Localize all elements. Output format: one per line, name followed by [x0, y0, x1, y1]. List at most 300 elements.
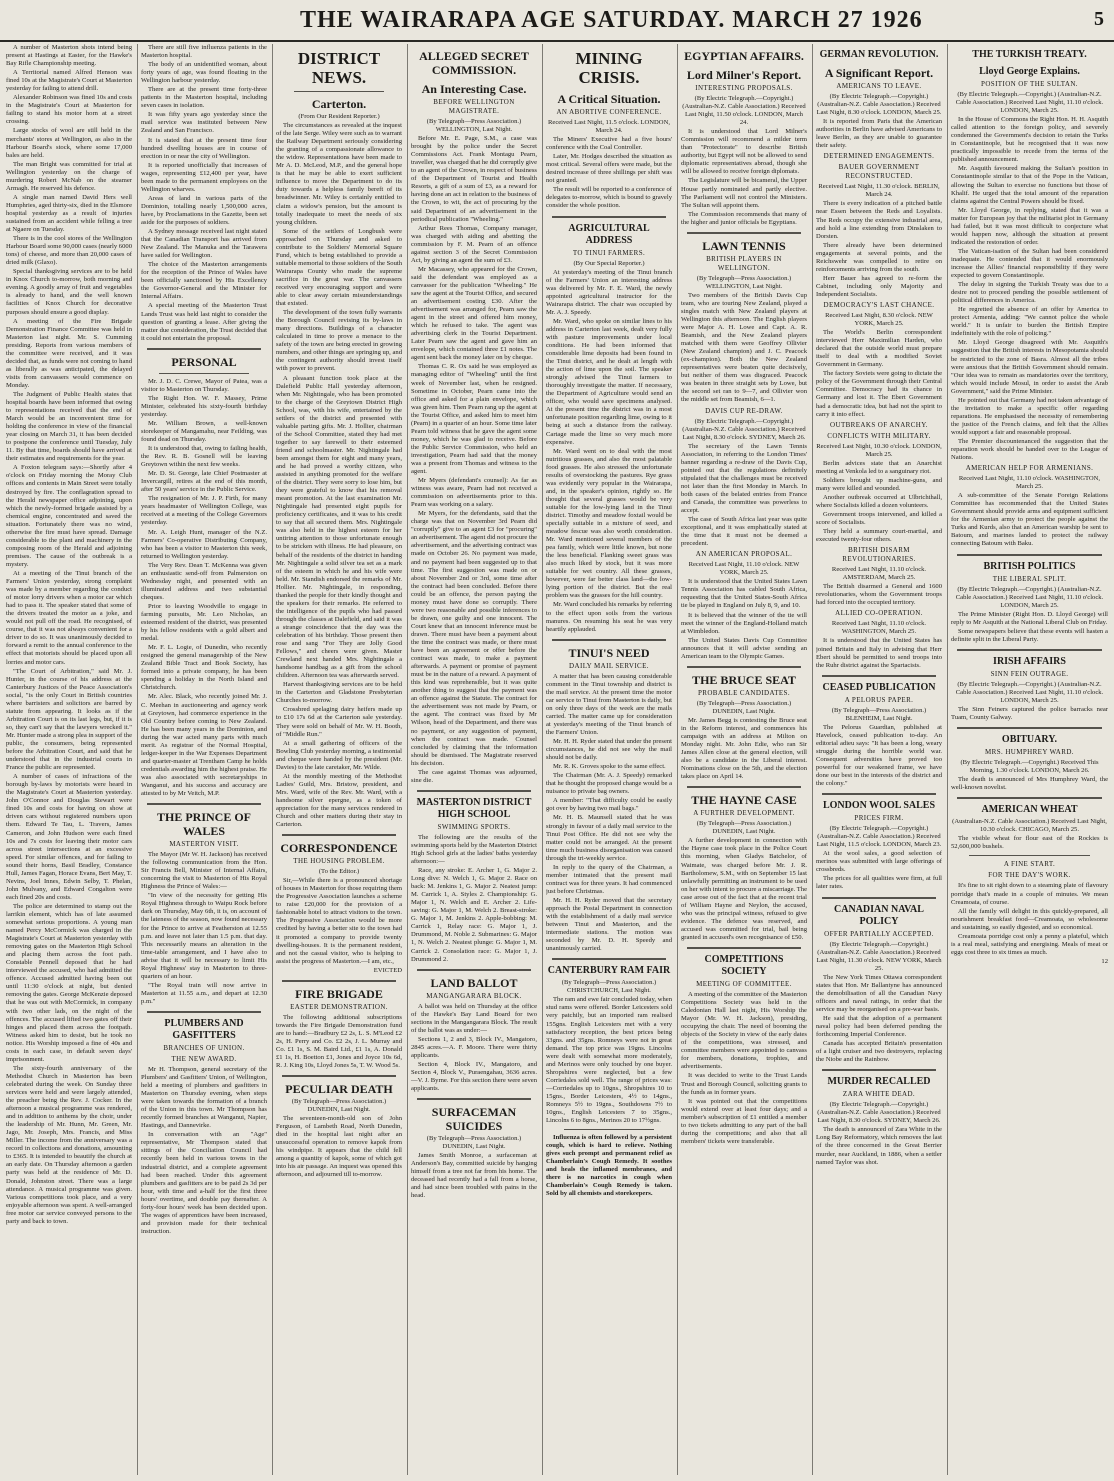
naval-policy-subheading: OFFER PARTIALLY ACCEPTED.	[824, 929, 934, 938]
ram-fair-heading: CANTERBURY RAM FAIR	[547, 965, 671, 977]
paragraph: Soldiers brought up machine-guns, and many were killed and wounded.	[816, 476, 942, 492]
column-rule	[677, 44, 678, 1475]
paragraph: Mr. Asquith favoured making the Sultan's position in Constantinople similar to that of the Pope in the Vatican, allowing the Sultan to exercise no functions but those of Khalif. He urged that the total amount of the reparation claims against the Central Powers should be fixed.	[951, 165, 1108, 205]
paragraph: All the family will delight in this quickly-prepared, all nourishment breakfast food—Creamoata, so wholesome and sustaining, so easily digested, and so economical.	[951, 907, 1108, 931]
paragraph: Mr. Ward concluded his remarks by referring to the effect upon soils from the various manures. On resuming his seat he was very heartily applauded.	[546, 601, 672, 633]
paragraph: Mr H. Thompson, general secretary of the Plumbers' and Gasfitters' Union, of Wellington, held a meeting of plumbers and gasfitters in Masterton on Thursday evening, when steps were taken towards the formation of a branch of the Union in this town. Mr Thompson has recently formed branches at Wanganui, Napier, Hastings, and Dannevirke.	[141, 1065, 267, 1130]
divider	[552, 216, 666, 218]
bruce-seat-subheading: PROBABLE CANDIDATES.	[697, 688, 790, 697]
divider	[147, 348, 261, 350]
plumbers-heading: PLUMBERS AND GASFITTERS	[164, 1017, 244, 1041]
paragraph: Mr Myers, for the defendants, said that the charge was that on November 3rd Pearn did "corruptly" give to an agent £3 for "procuring" an advertisement. The agent did not procure the advertisement, and the advertising contract was made on October 26. No payment was made, and no payment had been suggested up to that time. The first suggestion was made on or about November 2nd or 3rd, some time after the contract had been concluded. Before there could be an offence, the person paying the money must have done so corruptly. There were two reasonable and possible inferences to be drawn, one guilty and one innocent. The Court knew that an innocent inference must be drawn. There must have been a payment about the time the contract was made, or there must have been an agreement or offer before the contract was made, to make a payment afterwards. A payment or promise of payment must be in the nature of a reward. A payment of this kind was reprehensible, but it was quite another thing to suggest that the payment was an offence against the Statute. The contract for the advertisement was not made by Pearn, or the agent. The contract was fixed by Mr Wilson, head of the Department, and there was no payment, or any suggestion of payment, when the contract was made. Counsel concluded by claiming that the information should be dismissed. The Magistrate reserved his decision.	[411, 510, 537, 767]
anarchy-subheading: CONFLICTS WITH MILITARY.	[827, 431, 931, 440]
paragraph: Large stocks of wool are still held in the merchants' stores at Wellington, as also in the Harbour Board's stock, where some 17,000 bales are held.	[6, 127, 132, 159]
divider	[564, 1129, 654, 1130]
armenians-heading: AMERICAN HELP FOR ARMENIANS.	[965, 464, 1094, 473]
column-rule	[542, 44, 543, 1475]
reporter-credit: (From Our Resident Reporter.)	[298, 113, 380, 120]
paragraph: A meeting of the committee of the Masterton Competitions Society was held in the Caledonian Hall last night, His Worship the Mayor (Mr. W. H. Jackson), presiding, occupying the chair. The need of booming the objects of the Society in view of the early dates of the competitions, was stressed, and committee members were appointed to canvass for members, donations, trophies, and advertisements.	[681, 990, 807, 1071]
irish-affairs-heading: IRISH AFFAIRS	[993, 655, 1066, 667]
wool-sales-heading: LONDON WOOL SALES	[822, 800, 936, 812]
paragraph: The resignation of Mr. J. P. Firth, for many years headmaster of Wellington College, was received at a meeting of the College Governors yesterday.	[141, 495, 267, 527]
peculiar-death-paragraphs	[276, 1115, 402, 1179]
fine-start-subheading: FOR THE DAY'S WORK.	[988, 871, 1071, 880]
allied-heading: ALLIED CO-OPERATION.	[835, 609, 923, 618]
divider	[159, 373, 249, 374]
paragraph: Another outbreak occurred at Ulbrichthall, where Socialists killed a dozen volunteers.	[816, 493, 942, 509]
divider	[687, 947, 801, 949]
divider	[687, 786, 801, 788]
divider	[822, 793, 936, 795]
column-7	[816, 44, 942, 1475]
paragraph: A Territorial named Alfred Henson was fined 10s at the Magistrate's Court at Masterton yesterday for failing to attend drill.	[6, 69, 132, 93]
hayne-case-paragraphs	[681, 837, 807, 942]
paragraph: There is in the cool stores of the Wellington Harbour Board some 90,000 cases (nearly 6000 tons) of cheese, and more than 20,000 cases of dried milk (Glaxo).	[6, 235, 132, 267]
paragraph: Mr. A. Leigh Hunt, manager of the N.Z. Farmers' Co-operative Distributing Company, who has been a visitor to Masterton this week, returned to Wellington yesterday.	[141, 528, 267, 560]
paragraph: The circumstances as revealed at the inquest of the late Serge. Wiley were such as to warrant the Railway Department seriously considering the granting of a compassionate allowance to the widow. Representations have been made to Mr A. D. McLeod, M.P., and the general hope is that he may be able to exert sufficient influence to move the Department to do its duty towards a helpless family bereft of its breadwinner. Mr. Wiley is certainly entitled to claim a widow's pension, but the amount is totally inadequate to meet the needs of six young children.	[276, 122, 402, 226]
paragraph: The Very Rev. Dean T. McKenna was given an enthusiastic send-off from Palmerston on Wednesday night, and presented with an illuminated address and two substantial cheques.	[141, 561, 267, 601]
paragraph: Mr. Ward, who spoke on similar lines to his address in Carterton last week, dealt very fully with pasture improvements under local conditions. He had been informed that considerable lime deposits had been found in the Tinui district, and he dealt at length with the action of lime upon the soil. The speaker strongly advised the Tinui farmers to thoroughly investigate the matter. If necessary, the Department of Agriculture would send an officer, who would save specimens analysed. At the present time the district was in a most unfortunate position regarding lime, owing to it being at such a distance from the railway. Cartage made the lime so very much more expensive.	[546, 317, 672, 446]
obituary-heading: OBITUARY.	[1001, 734, 1058, 746]
paragraph: Mr. J. D. C. Crewe, Mayor of Patea, was a visitor to Masterton on Thursday.	[141, 377, 267, 393]
paragraph: Mr. R. K. Groves spoke to the same effect.	[553, 763, 666, 771]
democracy-heading: DEMOCRACY'S LAST CHANCE.	[823, 300, 935, 309]
paragraph: There is every indication of a pitched battle near Essen between the Reds and Loyalists. The Reds occupy the extensive industrial area, and hold a line extending from Dinslaken to Dorsten.	[816, 200, 942, 240]
column-4	[411, 44, 537, 1475]
paragraph: There already have been determined engagements at several points, and the Reichswehr was compelled to retire on reinforcements arriving from the south.	[816, 241, 942, 273]
paragraph: It is reported unofficially that increases of wages, representing £12,400 per year, have been made to the permanent employees on the Wellington wharves.	[141, 161, 267, 193]
plumbers-paragraphs	[141, 1066, 267, 1236]
paragraph: Herr Bauer has agreed to re-form the Cabinet, including only Majority and Independent Socialists.	[816, 274, 942, 298]
correspondence-signature: EVICTED	[373, 966, 402, 974]
divider	[957, 554, 1102, 556]
mining-crisis-dateline: Received Last Night, 11.5 o'clock. LONDON, March 24.	[548, 119, 670, 135]
paragraph: It is understood that Lord Milner's Commission will recommend a milder term than "Protectorate" to describe British authority, but Egypt will not be allowed to send diplomatic representatives abroad, though she will be allowed to receive foreign diplomats.	[681, 128, 807, 176]
paragraph: At yesterday's meeting of the Tinui branch of the Farmers' Union an interesting address was delivered by Mr. F. E. Ward, the newly appointed agricultural instructor for the Wairarapa district. The chair was occupied by Mr. A. J. Speedy.	[546, 268, 672, 316]
prince-heading: THE PRINCE OF WALES	[156, 810, 251, 839]
paragraph: "The Court of Arbitration," said Mr. J. Hunter, in the course of his address at the Canterbury Justices of the Peace Association's social, "is the only Court in British countries where barristers and solicitors are barred by statute from appearing. It looks as if the Arbitration Court is on its last legs, but, if it is so, they can't say that the lawyers wrecked it." Mr. Hunter made a strong plea in support of the public, the consumers, being represented before the Arbitration Court, and said that he understood that in the industrial courts in France the public are represented.	[6, 667, 132, 772]
paragraph: At the monthly meeting of the Methodist Ladies' Guild, Mrs. Bristow, president, and Mrs. Ward, wife of the Rev. Mr. Ward, with a handsome silver epergne, as a token of appreciation for the many services rendered in Church and other matters during their stay in Carterton.	[276, 772, 402, 829]
correspondence-subheading: THE HOUSING PROBLEM.	[293, 857, 385, 866]
obituary-subheading: MRS. HUMPHREY WARD.	[985, 748, 1074, 757]
british-politics-subheading: THE LIBERAL SPLIT.	[992, 574, 1067, 583]
paragraph: There are still five influenza patients in the Masterton hospital.	[141, 44, 267, 60]
egyptian-affairs-subheading: Lord Milner's Report.	[686, 68, 802, 82]
paragraph: The following additional subscriptions towards the Fire Brigade Demonstration fund are to hand:—Bradbury £2 2s, L. S. M'Leod £2 2s, H. Perry and Co. £2 2s, J. L. Murray and Co. £1 1s, S. M. Baird Ltd., £1 1s, A. Donald £1 1s, H. Boetton £1, Jones and Joyce 10s 6d, R. J. King 10s, Lloyd Jones 5s, T. W. Wood 5s.	[276, 1013, 402, 1070]
paragraph: Berlin advices state that an Anarchist meeting at Venkola led to a sanguinary riot.	[816, 459, 942, 475]
secret-commission-dateline: (By Telegraph—Press Association.) WELLINGTON, Last Night.	[426, 118, 522, 134]
murder-recalled-paragraphs	[816, 1126, 942, 1166]
ceased-publication-heading: CEASED PUBLICATION	[822, 681, 936, 693]
high-school-paragraphs	[411, 834, 537, 964]
paragraph: The delay in signing the Turkish Treaty was due to a desire not to proceed pending the possible settlement of political differences in America.	[951, 281, 1108, 305]
fire-brigade-paragraphs	[276, 1014, 402, 1070]
paragraph: Alexander Robinson was fined 10s and costs in the Magistrate's Court at Masterton for failing to stand his motor horn at a street crossing.	[6, 94, 132, 126]
mining-crisis-heading: MINING CRISIS.	[575, 49, 643, 87]
german-revolution-dateline: (By Electric Telegraph.—Copyright.) (Australian-N.Z. Cable Association.) Received Last Night, 8.30 o'clock. LONDON, March 25.	[816, 93, 942, 117]
davis-cup-dateline: (By Electric Telegraph.—Copyright.) (Australian-N.Z. Cable Association.) Received Last Night, 8.30 o'clock. SYDNEY, March 26.	[682, 417, 806, 441]
secret-commission-paragraphs	[411, 135, 537, 785]
column-rule	[272, 44, 273, 1475]
cough-remedy-advert: Influenza is often followed by a persistent cough, which is hard to relieve. Nothing gives such prompt and permanent relief as Chamberlain's Cough Remedy. It soothes and heals the inflamed membranes, and there is no narcotics in cough when Chamberlain's Cough Remedy is taken. Sold by all chemists and storekeepers.	[546, 1134, 672, 1198]
paragraph: The prices for all qualities were firm, at full later rates.	[816, 875, 942, 891]
paragraph: James Smith Monroe, a surfaceman at Anderson's Bay, committed suicide by hanging himself from a tree not far from his home. The deceased had recently had a fall from a horse, and had since been troubled with pains in the head.	[411, 1152, 537, 1200]
land-ballot-subheading: MANGANGARARA BLOCK.	[426, 991, 522, 1000]
divider	[417, 1098, 531, 1100]
paragraph: He said that the adoption of a permanent naval policy had been deferred pending the forthcoming Imperial Conference.	[816, 1014, 942, 1039]
paragraph: It is understood that the United States Lawn Tennis Association has cabled South Africa, requesting that the United States-South Africa tie be played in England on July 8, 9, and 10.	[681, 578, 807, 610]
paragraph: The Right Hon. W. F. Massey, Prime Minister, celebrated his sixty-fourth birthday yesterday.	[141, 394, 267, 418]
paragraph: The body of an unidentified woman, about forty years of age, was found floating in the Wellington harbour yesterday.	[141, 61, 267, 85]
secret-commission-subheading: An Interesting Case.	[421, 82, 527, 96]
paragraph: In conversation with an "Age" representative, Mr Thompson stated that sittings of the Conciliation Council had recently been held in various towns in the industrial district, and a complete agreement had been reached. Under this agreement plumbers and gasfitters are to be paid 2s 3d per hour, with time and a-half for the first three hours' overtime, and double pay thereafter. A forty-four hours' week has been decided upon. The wages of apprentices have been increased, and provision made for their technical instruction.	[141, 1131, 267, 1235]
footer-mark: 12	[1101, 957, 1108, 965]
district-news-heading: DISTRICT NEWS.	[297, 49, 381, 87]
paragraph: At a meeting of the Tinui branch of the Farmers' Union yesterday, strong complaint was made by a member regarding the conduct of motor lorry drivers when a motor car which had to pass it. The speaker stated that some of the drivers treated the motor as a joke, and would not pull off the road. He recognised, of course, that it was not always convenient for a driver to do so. It was unanimously decided to forward a remit to the annual conference to the effect that motorists should be placed upon all lorries and motor cars.	[6, 570, 132, 666]
competitions-heading: COMPETITIONS SOCIETY	[704, 953, 784, 977]
personal-heading: PERSONAL	[171, 354, 237, 369]
engagements-paragraphs	[816, 200, 942, 299]
agricultural-address-credit: (By Our Special Reporter.)	[573, 259, 645, 267]
paragraph: The New York Times Ottawa correspondent states that Hon. Mr Ballantyne has announced the demobilisation of all the Canadian Navy officers and naval ratings, in order that the service may be reorganised on a pre-war basis.	[816, 973, 942, 1013]
paragraph: Thomas C. R. Ox said he was employed as managing editor of "Wheeling" until the first week of November last, when he resigned. Sometime in October, Pearn came into the office and asked for a plain envelope, which was given him. Then Pearn rang up the agent at the Tourist Office, and asked him to meet him (Pearn) in a quarter of an hour. Some time later Pearn told witness that he gave the agent some money, which he was glad to receive. Before the Public Service Commission, who held an investigation, Pearn had said that the money was a present from Thomas and witness to the agent.	[411, 363, 537, 476]
column-8	[951, 44, 1108, 1475]
paragraph: The secretary of the Lawn Tennis Association, in referring to the London Times' banner regarding a re-draw of the Davis Cup, pointed out that the regulations definitely stipulated that the challenges must be received not later than the first Monday in March. In both cases of the belated entries from France and Canada, the committee was powerless to accept.	[681, 442, 807, 515]
tinuis-need-subheading: DAILY MAIL SERVICE.	[569, 661, 649, 670]
carterton-heading: Carterton.	[311, 97, 367, 111]
paragraph: The development of the town fully warrants the Borough Council revising its by-laws in many directions. Buildings of a character calculated in time to prove a menace to the safety of the town are being erected in growing numbers, and other things are springing up, and the contingent authority should invest itself with power to prevent.	[276, 309, 402, 373]
paragraph: It is reported from Paris that the American authorities in Berlin have advised Americans to leave Berlin, as they are unable to guarantee their safety.	[816, 118, 942, 150]
anarchy-dateline: Received Last Night, 10.30 o'clock. LONDON, March 25.	[816, 442, 942, 458]
engagements-subheading: BAUER GOVERNMENT RECONSTRUCTED.	[838, 163, 920, 181]
secret-commission-kicker: BEFORE WELLINGTON MAGISTRATE.	[433, 98, 515, 115]
murder-recalled-dateline: (By Electric Telegraph.—Copyright.) (Australian-N.Z. Cable Association.) Received Last Night, 8.30 o'clock. SYDNEY, March 26.	[817, 1101, 941, 1125]
ceased-publication-paragraphs	[816, 724, 942, 788]
democracy-paragraphs	[816, 329, 942, 419]
correspondence-heading: CORRESPONDENCE	[280, 841, 398, 856]
paragraph: The United States Davis Cup Committee announces that it will advise sending an American team to the Olympic Games.	[681, 636, 807, 660]
paragraph: A Sydney message received last night stated that the Canadian Transport has arrived from New Zealand. The Manuka and the Tarawera have sailed for Wellington.	[141, 228, 267, 260]
tinuis-need-heading: TINUI'S NEED	[568, 645, 650, 660]
paragraph: A special meeting of the Masterton Trust Lands Trust was held last night to consider the question of granting a lease. After giving the matter due consideration, the Trust decided that it could not entertain the proposal.	[141, 302, 267, 342]
paragraph: The result will be reported to a conference of delegates to-morrow, which is bound to gravely consider the whole position.	[546, 186, 672, 210]
german-revolution-kicker: AMERICANS TO LEAVE.	[836, 82, 922, 90]
obituary-dateline: (By Electric Telegraph.—Copyright.) Received This Morning, 1.30 o'clock. LONDON, March 26.	[960, 759, 1099, 775]
disarm-paragraphs	[816, 583, 942, 607]
paragraph: The Commission recommends that many of the higher and junior officials be Egyptians.	[681, 210, 807, 226]
bruce-seat-paragraphs	[681, 717, 807, 781]
american-wheat-paragraphs	[951, 835, 1108, 851]
paragraph: They held a summary court-martial, and executed twenty-four others.	[816, 528, 942, 544]
paragraph: Special thanksgiving services are to be held in Knox Church to-morrow, both morning and evening. A goodly array of fruit and vegetables is already to hand, and the well known facilities of Knox Church for decorative purposes should ensure a good display.	[6, 268, 132, 316]
paragraph: Mr. F. L. Logie, of Dunedin, who recently resigned the general managership of the New Zealand Bible Tract and Book Society, has formed into a private company, he has been spending a holiday in the North Island and Christchurch.	[141, 644, 267, 692]
murder-recalled-heading: MURDER RECALLED	[827, 1076, 931, 1088]
irish-affairs-paragraphs	[951, 706, 1108, 722]
paragraph: The man Bright was committed for trial at Wellington yesterday on the charge of murdering Robert McNab on the steamer Armagh. He reserved his defence.	[6, 160, 132, 192]
divider	[822, 897, 936, 899]
column-3	[276, 44, 402, 1475]
paragraph: "In view of the necessity for getting His Royal Highness through to Waipu Rock before dark on Thursday, May 6th, it is, on account of the lateness of the season, now found necessary for the Prince to arrive at Featherston at 12.55 p.m. and leave not later than 1.5 p.m. that day. This necessarily means an alteration in the time-table arrangement, and I have also to advise that it will be necessary to limit His Royal Highness' stay in Masterton to three-quarters of an hour.	[141, 892, 267, 980]
divider	[147, 1011, 261, 1013]
egyptian-affairs-kicker: INTERESTING PROPOSALS.	[695, 84, 793, 92]
davis-cup-heading: DAVIS CUP RE-DRAW.	[705, 406, 783, 415]
paragraph: The seventeen-month-old son of John Ferguson, of Lambeth Road, North Dunedin, died in the hospital last night after an unsuccessful operation to remove kapok from his windpipe. It appears that the child fell among a quantity of kapok, some of which got into his air passage. An inquest was opened this afternoon, and adjourned till to-morrow.	[276, 1115, 402, 1179]
column-5	[546, 44, 672, 1475]
german-revolution-heading: GERMAN REVOLUTION.	[819, 49, 939, 60]
paragraph: Areas of land in various parts of the Dominion, totalling nearly 1,500,000 acres, have, by Proclamations in the Gazette, been set aside for the purposes of soldiers.	[141, 194, 267, 226]
agricultural-address-subheading: TO TINUI FARMERS.	[572, 248, 646, 257]
land-ballot-paragraphs	[411, 1003, 537, 1094]
turkish-treaty-paragraphs	[951, 116, 1108, 462]
divider	[552, 958, 666, 960]
turkish-treaty-dateline: (By Electric Telegraph.—Copyright.) (Australian-N.Z. Cable Association.) Received Last Night, 11.10 o'clock. LONDON, March 25.	[955, 91, 1104, 115]
paragraph: It's fine to sit right down to a steaming plate of flavoury porridge that's made in a couple of minutes. We mean Creamoata, of course.	[951, 882, 1108, 906]
paragraph: Canada has accepted Britain's presentation of a light cruiser and two destroyers, replacing the Niobe and the Rainbow.	[816, 1040, 942, 1064]
paragraph: The factory Soviets were going to dictate the policy of the Government through their Central Committee. Democracy had its chance in Germany and lost it. The Ebert Government had a democratic idea, but had not the spirit to carry it into effect.	[816, 370, 942, 418]
paragraph: The Judgment of Public Health states that hospital boards have been informed that owing to representations received that the end of March would be an inconvenient time for holding the conference in view of the financial year closing on March 31, it has been decided to postpone the conference until Tuesday, July 11. By that time, boards should have arrived at their estimates and requirements for the year.	[6, 390, 132, 463]
hayne-case-heading: THE HAYNE CASE	[691, 793, 797, 808]
paragraph: The police are determined to stamp out the larrikin element, which has of late assumed somewhat serious proportions. A young man named Percy McCormick was charged in the Magistrate's Court at Masterton yesterday with removing gates on the Masterton High School and placing them across the foot path. Constable Pennell deposed that he had interviewed the accused, who had admitted the offence. Accused admitted having been out until 11:30 o'clock at night, but denied removing the gates. George McKenzie deposed that he was out with McCormick, in company with two other lads, on the night of the offences. The accused lifted two gates off their hinges and placed them across the footpath. Witness asked him to desist, but he took no notice. His Worship imposed a fine of 40s and costs in each case, in default seven days' imprisonment.	[6, 902, 132, 1063]
paragraph: Sections 1, 2 and 3, Block IV., Mangatoro, 2845 acres.—A. F. Moore. There were thirty applicants.	[411, 1035, 537, 1059]
paragraph: Some of the settlers of Longbush were approached on Thursday and asked to contribute to the Soldiers' Memorial Square Fund, which is being established to provide a suitable memorial to those soldiers of the South Wairarapa County who made the supreme sacrifice in the great war. The canvassers received very encouraging support and were able to clear away certain misunderstandings that existed.	[276, 227, 402, 308]
correspondence-paragraphs	[276, 877, 402, 966]
prince-paragraphs	[141, 851, 267, 1006]
divider	[957, 727, 1102, 729]
davis-cup-paragraphs	[681, 443, 807, 549]
naval-policy-heading: CANADIAN NAVAL POLICY	[834, 903, 924, 927]
paragraph: There are at the present time forty-three patients in the Masterton hospital, including seven cases in isolation.	[141, 86, 267, 110]
paragraph: In the House of Commons the Right Hon. H. H. Asquith called attention to the foreign policy, and severely condemned the Government's decision to retain the Turks in Constantinople, but he recognised that it was now practically impossible to recede from the terms of the published announcement.	[951, 116, 1108, 164]
british-politics-dateline: (By Electric Telegraph.—Copyright.) (Australian-N.Z. Cable Association.) Received Last Night, 11.10 o'clock. LONDON, March 25.	[955, 585, 1104, 609]
turkish-treaty-heading: THE TURKISH TREATY.	[972, 49, 1087, 60]
paragraph: Mr. H. B. Maunsell stated that he was strongly in favour of a daily mail service to the Tinui Post Office. He did not see why the matter could not be arranged. At the present time much business disorganisation was caused through the tri-weekly service.	[546, 814, 672, 862]
peculiar-death-dateline: (By Telegraph—Press Association.) DUNEDIN, Last Night.	[291, 1098, 387, 1114]
lawn-tennis-dateline: (By Telegraph—Press Association.) WELLINGTON, Last Night.	[696, 274, 792, 290]
paragraph: It is believed that the winner of the tie will meet the winner of the England-Holland match at Wimbledon.	[681, 611, 807, 635]
paragraph: The following are the results of the swimming sports held by the Masterton District High School girls at the ladies' baths yesterday afternoon:—	[411, 833, 537, 865]
paragraph: In reply to the query of the Chairman, a member intimated that the present mail contract was for three years. It had commenced just before Christmas.	[546, 863, 672, 895]
paragraph: The Sinn Feiners captured the police barracks near Tuam, County Galway.	[951, 706, 1108, 722]
paragraph: Arthur Rees Thomas, Company manager, was charged with aiding and abetting the commission by F. M. Pearn of an offence against section 3 of the Secret Commission Act, by giving an agent the sum of £3.	[411, 224, 537, 264]
agricultural-address-paragraphs	[546, 269, 672, 634]
ceased-publication-dateline: (By Telegraph—Press Association.) BLENHEIM, Last Night.	[831, 706, 927, 722]
paragraph: The British disarmed a General and 1600 revolutionaries, whom the Government troops had forced into the occupied territory.	[816, 583, 942, 607]
divider	[822, 1069, 936, 1071]
competitions-paragraphs	[681, 991, 807, 1146]
divider	[282, 1075, 396, 1077]
paragraph: He regretted the absence of an offer by America to protect Armenia, adding: "We cannot police the whole world." It is unfair to burden the British Empire indefinitely with the role of policing."	[951, 306, 1108, 338]
anarchy-paragraphs	[816, 460, 942, 544]
paragraph: Creamoata porridge cost only a penny a plateful, which is a real meal, satisfying and energising. Meals of meat or eggs cost three to six times as much.	[951, 932, 1108, 956]
paragraph: At a small gathering of officers of the Bowling Club yesterday morning, a testimonial and cheque were handed by the president (Mr. Davies) to the late caretaker, Mr. Wilde.	[276, 739, 402, 771]
peculiar-death-heading: PECULIAR DEATH	[285, 1082, 393, 1097]
american-proposal-heading: AN AMERICAN PROPOSAL.	[695, 550, 793, 559]
egyptian-affairs-paragraphs	[681, 128, 807, 227]
paragraph: The Pelorus Guardian, published at Havelock, ceased publication to-day. An editorial adieu says: "It has been a long, weary struggle during the horrible world war. Consequent adversities have proved too powerful for our weakened frame, we have done our best in the interests of the district and the colony."	[816, 723, 942, 788]
paragraph: Later, Mr. Hodges described the situation as most critical. Several offers were made, but the desired increase of three shillings per shift was not granted.	[546, 153, 672, 185]
page-number: 5	[1094, 8, 1104, 30]
british-politics-paragraphs	[951, 611, 1108, 644]
hayne-case-subheading: A FURTHER DEVELOPMENT.	[693, 809, 795, 818]
paragraph: A number of cases of infractions of the borough by-laws by motorists were heard in the Magistrate's Court at Masterton yesterday. John O'Connor and Douglas Stewart were fined 10s and costs for having on show at driven cars without registered numbers upon them. Edward Te Tau, L. Travers, James Cameron, and John Hudson were each fined 10s and 7s costs for leaving their motor cars across street intersections at an excessive speed. For similar offences, and for failing to sound their horns, Basil Bradley, Constance Hull, James Fagan, Horace Evans, Bert May, T. Nevins, Joel Innes, Edwin Selby, T. Phelan, John Mulvany, and Edward Congalton were each fined 20s and costs.	[6, 773, 132, 901]
fire-brigade-subheading: EASTER DEMONSTRATION.	[290, 1002, 388, 1011]
engagements-dateline: Received Last Night, 11.30 o'clock. BERLIN, March 24.	[818, 183, 940, 199]
allied-paragraphs	[816, 637, 942, 669]
high-school-heading: MASTERTON DISTRICT HIGH SCHOOL	[416, 796, 532, 820]
disarm-heading: BRITISH DISARM REVOLUTIONARIES.	[842, 546, 916, 564]
masthead-title: THE WAIRARAPA AGE SATURDAY. MARCH 27 1926	[300, 7, 923, 33]
column-rule	[407, 44, 408, 1475]
paragraph: The choice of the Masterton arrangements for the reception of the Prince of Wales have been officially sanctioned by His Excellency the Governor-General and the Minister for Internal Affairs.	[141, 261, 267, 301]
anarchy-heading: OUTBREAKS OF ANARCHY.	[830, 420, 928, 429]
column-2	[141, 44, 267, 1475]
paragraph: The Vatican-isation of the Sultan had been considered inadequate. He contended that it would enormously increase the Allies' financial responsibility if they were expected to govern Constantinople.	[951, 247, 1108, 280]
armenians-dateline: Received Last Night, 11.10 o'clock. WASHINGTON, March 25.	[958, 475, 1101, 491]
american-wheat-dateline: (Australian-N.Z. Cable Association.) Received Last Night, 10.30 o'clock. CHICAGO, March 25.	[952, 818, 1107, 834]
obituary-paragraphs	[951, 776, 1108, 792]
competitions-subheading: MEETING OF COMMITTEE.	[696, 979, 792, 988]
surfaceman-dateline: (By Telegraph—Press Association.) DUNEDIN, Last Night.	[426, 1135, 522, 1151]
paragraph: Mr. William Brown, a well-known storekeeper of Mangamahu, near Feilding, was found dead on Thursday.	[141, 419, 267, 444]
paragraph: It was decided to write to the Trust Lands Trust and Borough Council, soliciting grants to the funds as in former years.	[681, 1072, 807, 1096]
paragraph: The Legislature will be bicameral, the Upper House partly nominated and partly elective. The Parliament will not control the Ministers. The Sultan will appoint them.	[681, 177, 807, 209]
paragraph: The sixty-fourth anniversary of the Methodist Church in Masterton has been celebrated during the week. On Sunday three services were held and were largely attended, the preacher being the Rev. J. Cocker. In the afternoon a musical programme was rendered, and in addition to anthems by the choir, under the leadership of Mr. Hunn, Mr. Green, Mr. Jago, Mr. Joseph, Mrs. Francis, and Miss Miller. The income from the anniversary was a record in collections and donations, amounting to £365. It is intended to beautify the church at an early date. On Thursday afternoon a garden party was held at the residence of Mr. D. Donald, Johnston street. There was a large attendance. A musical programme was given. Various competitions took place, and a very enjoyable afternoon was spent. A well-arranged free motor car service conveyed persons to the party and back to town.	[6, 1064, 132, 1225]
american-proposal-dateline: Received Last Night, 11.10 o'clock. NEW YORK, March 25.	[688, 561, 800, 577]
american-proposal-paragraphs	[681, 578, 807, 660]
lawn-tennis-subheading: BRITISH PLAYERS IN WELLINGTON.	[706, 254, 782, 272]
surfaceman-paragraphs	[411, 1152, 537, 1200]
wool-sales-subheading: PRICES FIRM.	[854, 814, 904, 823]
irish-affairs-subheading: SINN FEIN OUTRAGE.	[990, 669, 1069, 678]
hayne-case-dateline: (By Telegraph—Press Association.) DUNEDIN, Last Night.	[696, 820, 792, 836]
paragraph: A single man named David Hers well Humphries, aged thirty-six, died in the Elsmore hospital yesterday as a result of injuries sustained from an accident while felling a tree at Ngaere on Tuesday.	[6, 193, 132, 234]
paragraph: It was pointed out that the competitions would extend over at least four days; and a member's subscription of £1 entitled a member to two tickets admitting to any part of the ball during the competitions; and also that all members' tickets were transferable.	[681, 1097, 807, 1145]
paragraph: Mr. D. St. George, late Chief Postmaster at Invercargill, retires at the end of this month, after 50 years' service in the Public Service.	[141, 470, 267, 494]
paragraph: The ram and ewe fair concluded today, when stud rams were offered. Border Leicesters sold very patchily, but an imported ram realised 155gns. English Leicesters met with a very satisfactory reception, the best prices being 33gns. and 35gns. Romneys were not in great demand. The top price was 19gns. Lincolns were dealt with somewhat more moderately, and Merinos were only touched by one buyer. Shropshires were neglected, but a few Corriedales sold well. The range of prices was:—Corriedales up to 10gns., Shropshires 10 to 15gns., Border Leicesters, 4½ to 14gns., Romneys 5½ to 19gns., Southdowns 7½ to 10gns., English Leicesters 7 to 35gns., Lincolns 6 to 8gns., Merinos 20 to 17½gns.	[546, 996, 672, 1125]
turkish-treaty-subheading: Lloyd George Explains.	[979, 66, 1080, 77]
paragraph: A number of Masterton shots intend being present at Hastings at Easter, for the Hawke's Bay Rifle Championship meeting.	[6, 44, 132, 68]
paragraph: Mr. Lloyd George, in replying, stated that it was a matter for European joy that the militarist plot in Germany had failed, but it was most difficult to conjecture what would happen now, although the situation at present indicated the restoration of order.	[951, 206, 1108, 246]
paragraph: Mr. James Begg is contesting the Bruce seat in the Reform interest, and commences his campaign with an address at Milton on Monday night. Mr. John Edie, who ran Sir James Allen close at the general election, will also be a candidate in the Liberal interest. Nominations close on the 5th, and the election takes place on April 14.	[681, 716, 807, 781]
mining-crisis-subheading: A Critical Situation.	[557, 92, 661, 106]
plumbers-subheading-2: THE NEW AWARD.	[171, 1054, 237, 1063]
agricultural-address-heading: AGRICULTURAL ADDRESS	[568, 222, 650, 246]
paragraph: Some newspapers believe that these events will hasten a definite split in the Liberal Party.	[951, 627, 1108, 643]
paragraph: Two members of the British Davis Cup team, who are touring New Zealand, played a singles match with New Zealand players at Wellington this afternoon. The English players were Major A. H. Lowe and Capt. A. R. Beamish, and the New Zealand players matched with them were Geoffrey Ollivier (New Zealand champion) and J. C. Peacock (ex-champion). Both the New Zealand representatives were beaten quite decisively, but neither of them was disgraced. Peacock was beaten in three straight sets by Lowe, but the second set ran to 9—7, and Ollivier won the middle set from Beamish, 6—1.	[681, 291, 807, 404]
divider	[957, 797, 1102, 799]
paragraph: It is stated that at the present time four hundred dwelling houses are in course of erection in or near the city of Wellington.	[141, 136, 267, 160]
british-politics-heading: BRITISH POLITICS	[983, 560, 1076, 572]
paragraph: The Chairman (Mr. A. J. Speedy) remarked that he thought the proposed change would be a nuisance to private bag owners.	[546, 772, 672, 796]
paragraph: "The Royal train will now arrive in Masterton at 11.55 a.m., and depart at 12.30 p.m."	[141, 981, 267, 1005]
armenians-paragraphs	[951, 492, 1108, 548]
paragraph: The death is announced of Mrs Humphrey Ward, the well-known novelist.	[951, 776, 1108, 792]
paragraph: Prior to leaving Woodville to engage in farming pursuits, Mr. Leo Nicholas, an esteemed resident of the district, was presented by his fellow residents with a gold albert and medal.	[141, 602, 267, 643]
turkish-treaty-kicker: POSITION OF THE SULTAN.	[981, 80, 1078, 88]
paragraph: The case of South Africa last year was quite exceptional, and it was emphatically stated at the time that it must not be deemed a precedent.	[681, 516, 807, 548]
land-ballot-heading: LAND BALLOT	[430, 975, 518, 990]
paragraph: Mr Macassey, who appeared for the Crown, said the defendant was employed as a canvasser for the publication "Wheeling." He saw the agent at the Tourist Office, and secured an advertisement costing £30. After the advertisement was arranged for, Pearn saw the agent in the street and offered him money, which he refused to take. The agent was advertising clerk in the Tourist Department. Later Pearn saw the agent and gave him an envelope, which contained three £1 notes. The agent sent back the money later on by cheque.	[411, 265, 537, 362]
disarm-dateline: Received Last Night, 11.10 o'clock. AMSTERDAM, March 25.	[831, 566, 927, 582]
irish-affairs-dateline: (By Electric Telegraph.—Copyright.) (Australian-N.Z. Cable Association.) Received Last Night, 11.10 o'clock. LONDON, March 25.	[955, 680, 1104, 704]
district-paragraphs	[276, 122, 402, 829]
paragraph: Crossbred spelaging dairy heifers made up to £10 17s 6d at the Carterton sale yesterday. They were sold on behalf of Mr. W. H. Booth, of "Middle Run."	[276, 706, 402, 738]
bruce-seat-dateline: (By Telegraph—Press Association.) DUNEDIN, Last Night.	[696, 699, 792, 715]
ram-fair-dateline: (By Telegraph—Press Association.) CHRISTCHURCH, Last Night.	[561, 979, 657, 995]
divider	[417, 969, 531, 971]
democracy-dateline: Received Last Night, 8.30 o'clock. NEW YORK, March 25.	[825, 311, 933, 328]
paragraph: Section 4, Block IV., Mangatoro, and Section 4, Block V., Puraengahau, 3636 acres.—V. J. Byrne. For this section there were seven applicants.	[411, 1060, 537, 1093]
paragraph: The case against Thomas was adjourned, sine die.	[411, 768, 537, 784]
column-1	[6, 44, 132, 1475]
secret-commission-heading: ALLEGED SECRET COMMISSION.	[419, 49, 529, 77]
paragraph: The Prime Minister (Right Hon. D. Lloyd George) will reply to Mr Asquith at the National Liberal Club on Friday.	[951, 610, 1108, 626]
paragraph: It is understood that the United States has joined Britain and Italy in advising that Herr Ebert should be permitted to send troops into the Ruhr district against the Spartacists.	[816, 637, 942, 669]
column-rule	[137, 44, 138, 1475]
news-paragraphs	[6, 44, 132, 1226]
mining-crisis-kicker: AN ABORTIVE CONFERENCE.	[556, 108, 662, 116]
naval-policy-paragraphs	[816, 974, 942, 1065]
paragraph: A sub-committee of the Senate Foreign Relations Committee has recommended that the United States Government should provide arms and equipment sufficient for the Armenian army to protect the people against the Turks and Kurds, also that an American warship be sent to Batoum, and marines landed to protect the railway connecting Batoum with Baku.	[951, 492, 1108, 548]
divider	[687, 232, 801, 234]
tinuis-need-paragraphs	[546, 673, 672, 954]
paragraph: A meeting of the Fire Brigade Demonstration Finance Committee was held in Masterton last night. Mr. S. Cumming presiding. Reports from various members of the committee were received, and it was decided that, as funds were not coming to hand as liberally as was anticipated, the delayed visits from canvassers would commence on Monday.	[6, 317, 132, 389]
paragraph: Harvest thanksgiving services are to be held in the Carterton and Gladstone Presbyterian Churches to-morrow.	[276, 681, 402, 705]
paragraph: Mr. Alec. Black, who recently joined Mr. J. C. Meehan in auctioneering and agency work at Greytown, had commerce experience in the Old Country before coming to New Zealand. He has been many years in the Dominion, and during the war acted many parts with much merit. As registrar of the Normal Hospital, ledger-keeper in the War Expenses Department and quarter-master at Trentham Camp he holds credentials awarding him the highest praise. He was also associated with secretaryships in Wanganui, and his success and accuracy are attested to by Mr Veitch, M.P.	[141, 693, 267, 798]
paragraph: Race, any stroke: E. Archer 1, G. Major 2. Long dive: N. Welch 1, G. Major 2. Race on back: M. Jenkins 1, G. Major 2. Neatest jump: M. Carrick 1, A. Styles 2. Championship: G. Major 1, N. Welch and E. Archer 2. Life-saving: G. Major 1, M. Welch 2. Breast-stroke: G. Major 1, M. Jenkins 2. Apple-bobbing: M. Carrick 1, Relay race: G. Major 1, J. Drummond, M. Noble 2. Submarines: G. Major 1, N. Welch 2. Neatest plunge: G. Major 1, M. Carrick 2. Consolation race: G. Major 1, J. Drummond 2.	[411, 867, 537, 963]
engagements-heading: DETERMINED ENGAGEMENTS.	[823, 152, 935, 161]
correspondence-to: (To the Editor.)	[318, 868, 360, 876]
divider	[822, 675, 936, 677]
surfaceman-heading: SURFACEMAN SUICIDES	[431, 1105, 517, 1134]
murder-recalled-subheading: ZARA WHITE DEAD.	[842, 1090, 916, 1099]
paragraph: At the wool sales, a good selection of merinos was submitted with large offerings of crossbreds.	[816, 850, 942, 874]
personal-paragraphs	[141, 378, 267, 798]
american-wheat-heading: AMERICAN WHEAT	[981, 804, 1078, 816]
paragraph: A pleasant function took place at the Dalefield Public Hall yesterday afternoon, when Mr. Nightingale, who has been promoted to the charge of the Greytown District High School, was, with his wife, entertained by the settlers of the district and presented with valuable parting gifts. Mr. J. Hollier, chairman of the School Committee, stated they had met together to say farewell to their esteemed friend and schoolmaster. Mr. Nightingale had been amongst them for eight and many years, and he had proved a worthy citizen, who assisted in anything promoted for the welfare of the district. They were sorry to lose him, but they were grateful to know that his removal meant promotion. At the last examination Mr. Nightingale had presented eight pupils for proficiency certificates, and it was to his credit to say that all secured them. Mrs. Nightingale was also held in the highest esteem for her untiring attention to those unfortunate enough to be stricken with illness. He had pleasure, on behalf of the residents of the district in handing Mr. Nightingale a solid silver tea set as a mark of the esteem in which he and his wife were held. Mr. Standish endorsed the remarks of Mr. Hollier. Mr. Nightingale, in responding, thanked the people for their kindly thought and the speakers for their remarks. He referred to the intelligence of the pupils who had passed through the classes at Dalefield, and said it was a strange coincidence that the day was the celebration of his birthday. Those present then rose and sang "For They are Jolly Good Fellows," and cheers were given. Master Crewland next handed Mrs. Nightingale a handsome handbag as a gift from the school children. Afternoon tea was afterwards served.	[276, 374, 402, 680]
wool-sales-paragraphs	[816, 850, 942, 891]
paragraph: Sir,—While there is a pronounced shortage of houses in Masterton for those requiring them the Progressive Association launches a scheme to raise £20,000 for the provision of a fashionable hotel to attract visitors to the town. The Progressive Association would be more credited by having a better site to the town had it promoted a company to provide twenty dwelling-houses. It is the permanent resident, and not the casual visitor, who is helping to assist the progress of Masterton.—I am, etc.,	[276, 877, 402, 965]
paragraph: The visible wheat for flour east of the Rockies is 52,600,000 bushels.	[951, 835, 1108, 851]
column-6	[681, 44, 807, 1475]
fire-brigade-heading: FIRE BRIGADE	[295, 986, 383, 1001]
divider	[957, 649, 1102, 651]
prince-subheading: MASTERTON VISIT.	[169, 840, 239, 849]
paragraph: The death is announced of Zara White in the Long Bay Reformatory, which removes the last of the three concerned in the Great Berrier murder, near Auckland, in 1886, when a settler named Taylor was shot.	[816, 1126, 942, 1166]
plumbers-subheading: BRANCHES OF UNION.	[163, 1043, 245, 1052]
divider	[147, 803, 261, 805]
paragraph: It is understood that, owing to failing health, the Rev. R. B. Gosnell will be leaving Greytown within the next few weeks.	[141, 445, 267, 469]
paragraph: A Foxton telegram says:—Shortly after 4 o'clock on Friday morning the Moray Club offices and contents in Main Street were totally destroyed by fire. The conflagration spread to the Herald newspaper office adjoining, upon which the newly-formed brigade assisted by a chemical engine, concentrated and saved the situation. Fortunately there was no wind, otherwise the fire must have spread. Damage considerable to the plant and machinery in the composing room of the Herald and adjoining premises. The cause of the outbreak is a mystery.	[6, 464, 132, 568]
divider	[552, 639, 666, 641]
egyptian-affairs-heading: EGYPTIAN AFFAIRS.	[684, 49, 804, 63]
fine-start-heading: A FINE START.	[1003, 860, 1056, 869]
divider	[687, 666, 801, 668]
allied-dateline: Received Last Night, 11.10 o'clock. WASHINGTON, March 25.	[831, 620, 927, 636]
ram-fair-paragraphs	[546, 996, 672, 1125]
german-revolution-paragraphs	[816, 118, 942, 150]
divider	[417, 790, 531, 792]
paragraph: It was fifty years ago yesterday since the mail service was instituted between New Zealand and San Francisco.	[141, 111, 267, 135]
paragraph: He pointed out that Germany had not taken advantage of the invitation to make a specific offer regarding reparations. He emphasised the necessity of remembering the justice of the French claims, and felt that the Allies would support a fair and reasonable proposal.	[951, 396, 1108, 436]
column-rule	[812, 44, 813, 1475]
masthead	[0, 0, 1114, 42]
bruce-seat-heading: THE BRUCE SEAT	[692, 672, 796, 687]
paragraph: The World's Berlin correspondent interviewed Herr Maximilian Harden, who declared that the outside world must prepare itself to deal with a modified Soviet Government in Germany.	[816, 329, 942, 369]
fine-start-paragraphs	[951, 882, 1108, 956]
naval-policy-dateline: (By Electric Telegraph.—Copyright.) (Australian-N.Z. Cable Association.) Received Last Night, 11.30 o'clock. NEW YORK, March 25.	[816, 940, 942, 972]
paragraph: A matter that has been causing considerable comment in the Tinui township and district is the mail service. At the present time the motor car service to Tinui from Masterton is daily, but on only three days of the week are the mails carried. The matter came up for consideration at yesterday's meeting of the Tinui branch of the Farmers' Union.	[546, 672, 672, 736]
